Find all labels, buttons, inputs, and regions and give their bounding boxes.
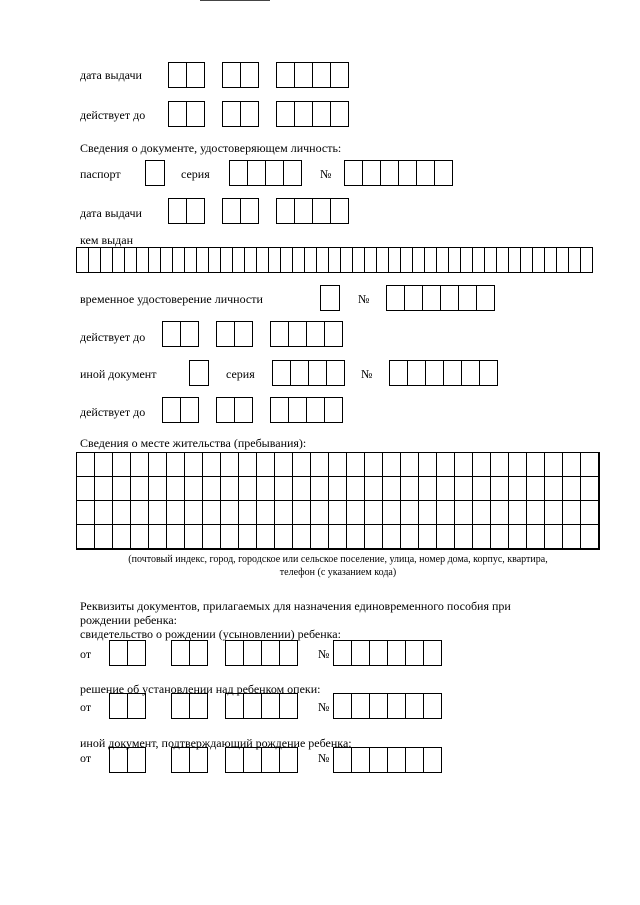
guardianship-from-label: от bbox=[80, 700, 92, 714]
other-birth-doc-number-label: № bbox=[318, 751, 330, 765]
requisites-header-line1: Реквизиты документов, прилагаемых для назначения единовременного пособия при bbox=[80, 599, 511, 613]
temp-id-number-label: № bbox=[358, 292, 370, 306]
other-birth-doc-day[interactable] bbox=[109, 747, 146, 773]
other-valid-until-label: действует до bbox=[80, 405, 146, 419]
residence-hint-line2: телефон (с указанием кода) bbox=[279, 567, 397, 578]
other-doc-number[interactable] bbox=[389, 360, 498, 386]
passport-label: паспорт bbox=[80, 167, 121, 181]
other-birth-doc-label: иной документ, подтверждающий рождение ребенка: bbox=[80, 736, 352, 750]
other-birth-doc-number[interactable] bbox=[333, 747, 442, 773]
guardianship-year[interactable] bbox=[225, 693, 298, 719]
valid-until-month[interactable] bbox=[222, 101, 259, 127]
issue-date-year[interactable] bbox=[276, 62, 349, 88]
issued-by-label: кем выдан bbox=[80, 233, 134, 247]
issue-date-month[interactable] bbox=[222, 62, 259, 88]
top-edge-mark bbox=[200, 0, 270, 1]
other-birth-doc-month[interactable] bbox=[171, 747, 208, 773]
passport-issue-month[interactable] bbox=[222, 198, 259, 224]
birth-cert-month[interactable] bbox=[171, 640, 208, 666]
valid-until-year[interactable] bbox=[276, 101, 349, 127]
passport-series-label: серия bbox=[181, 167, 210, 181]
residence-header: Сведения о месте жительства (пребывания): bbox=[80, 436, 307, 450]
birth-cert-day[interactable] bbox=[109, 640, 146, 666]
requisites-header-line2: рождении ребенка: bbox=[80, 613, 178, 627]
birth-cert-number-label: № bbox=[318, 647, 330, 661]
other-birth-doc-from-label: от bbox=[80, 751, 92, 765]
valid-until-label: действует до bbox=[80, 108, 146, 122]
issue-date-label: дата выдачи bbox=[80, 68, 142, 82]
other-doc-number-label: № bbox=[361, 367, 373, 381]
passport-issue-year[interactable] bbox=[276, 198, 349, 224]
birth-cert-number[interactable] bbox=[333, 640, 442, 666]
temp-valid-day[interactable] bbox=[162, 321, 199, 347]
guardianship-month[interactable] bbox=[171, 693, 208, 719]
temp-valid-month[interactable] bbox=[216, 321, 253, 347]
other-valid-day[interactable] bbox=[162, 397, 199, 423]
passport-number[interactable] bbox=[344, 160, 453, 186]
issue-date-day[interactable] bbox=[168, 62, 205, 88]
guardianship-label: решение об установлении над ребенком опеки: bbox=[80, 682, 321, 696]
temp-id-label: временное удостоверение личности bbox=[80, 292, 263, 306]
other-doc-label: иной документ bbox=[80, 367, 157, 381]
birth-cert-year[interactable] bbox=[225, 640, 298, 666]
passport-checkbox[interactable] bbox=[145, 160, 165, 186]
valid-until-day[interactable] bbox=[168, 101, 205, 127]
identity-doc-header: Сведения о документе, удостоверяющем личность: bbox=[80, 141, 342, 155]
residence-hint-line1: (почтовый индекс, город, городское или сельское поселение, улица, номер дома, корпус, квартира, bbox=[128, 554, 548, 565]
other-doc-series-label: серия bbox=[226, 367, 255, 381]
guardianship-number-label: № bbox=[318, 700, 330, 714]
guardianship-day[interactable] bbox=[109, 693, 146, 719]
other-doc-series[interactable] bbox=[272, 360, 345, 386]
temp-valid-year[interactable] bbox=[270, 321, 343, 347]
residence-grid[interactable] bbox=[76, 452, 600, 550]
guardianship-number[interactable] bbox=[333, 693, 442, 719]
temp-id-number[interactable] bbox=[386, 285, 495, 311]
passport-number-label: № bbox=[320, 167, 332, 181]
birth-cert-from-label: от bbox=[80, 647, 92, 661]
passport-issue-day[interactable] bbox=[168, 198, 205, 224]
other-valid-year[interactable] bbox=[270, 397, 343, 423]
other-birth-doc-year[interactable] bbox=[225, 747, 298, 773]
passport-issue-date-label: дата выдачи bbox=[80, 206, 142, 220]
other-valid-month[interactable] bbox=[216, 397, 253, 423]
issued-by-field[interactable] bbox=[76, 247, 593, 273]
birth-cert-label: свидетельство о рождении (усыновлении) ребенка: bbox=[80, 627, 341, 641]
temp-id-checkbox[interactable] bbox=[320, 285, 340, 311]
other-doc-checkbox[interactable] bbox=[189, 360, 209, 386]
passport-series[interactable] bbox=[229, 160, 302, 186]
temp-valid-until-label: действует до bbox=[80, 330, 146, 344]
